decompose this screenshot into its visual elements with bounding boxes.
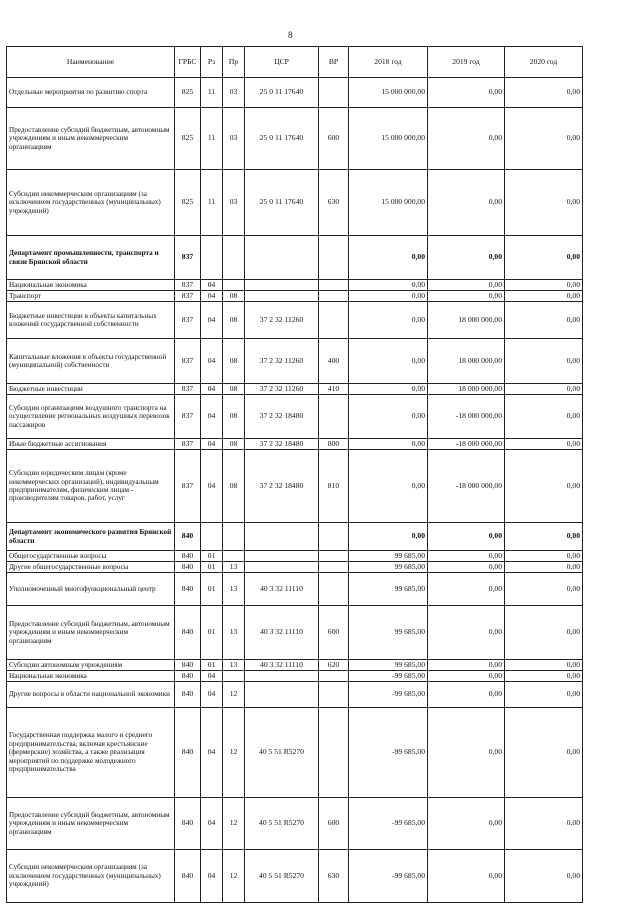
cell-y2020: 0,00 [505,708,583,798]
cell-csr: 37 2 32 18480 [245,439,319,450]
cell-csr: 25 0 11 17640 [245,78,319,108]
table-row [7,562,583,573]
cell-vr [319,291,349,302]
cell-csr [245,523,319,551]
cell-pr: 03 [223,170,245,236]
header-2019: 2019 год [428,47,505,78]
cell-y2020: 0,00 [505,439,583,450]
cell-rz: 04 [201,339,223,384]
cell-pr: 12 [223,798,245,850]
cell-pr [223,236,245,280]
table-row [7,523,583,551]
header-grbs: ГРБС [175,47,201,78]
cell-grbs: 837 [175,280,201,291]
header-pr: Пр [223,47,245,78]
cell-y2018: 99 685,00 [349,551,428,562]
cell-vr: 630 [319,170,349,236]
cell-grbs: 840 [175,562,201,573]
cell-vr [319,236,349,280]
cell-vr [319,78,349,108]
cell-y2019: 0,00 [428,291,505,302]
cell-y2018: 0,00 [349,236,428,280]
cell-csr: 37 2 32 11260 [245,302,319,339]
cell-y2020: 0,00 [505,660,583,671]
cell-vr [319,573,349,606]
table-row [7,339,583,384]
cell-pr: 08 [223,384,245,395]
table-row [7,660,583,671]
cell-y2018: -99 685,00 [349,708,428,798]
cell-rz: 01 [201,606,223,660]
cell-csr: 37 2 32 18480 [245,395,319,439]
cell-grbs: 840 [175,682,201,708]
cell-pr: 08 [223,291,245,302]
cell-pr [223,551,245,562]
cell-y2020: 0,00 [505,384,583,395]
cell-y2020: 0,00 [505,302,583,339]
cell-y2020: 0,00 [505,395,583,439]
cell-vr [319,682,349,708]
cell-csr: 37 2 32 18480 [245,450,319,523]
table-row [7,798,583,850]
cell-csr [245,682,319,708]
cell-pr: 13 [223,606,245,660]
cell-vr [319,395,349,439]
cell-vr [319,551,349,562]
cell-vr [319,280,349,291]
cell-y2019: 0,00 [428,523,505,551]
cell-grbs: 837 [175,395,201,439]
cell-y2019: 0,00 [428,660,505,671]
cell-y2018: 0,00 [349,280,428,291]
cell-y2019: -18 000 000,00 [428,395,505,439]
cell-csr: 40 3 32 11110 [245,606,319,660]
cell-name: Предоставление субсидий бюджетным, автономным учреждениям и иным некоммерческим организациям [7,108,175,170]
cell-rz: 11 [201,170,223,236]
cell-vr [319,302,349,339]
cell-y2018: 99 685,00 [349,660,428,671]
cell-y2020: 0,00 [505,78,583,108]
cell-pr [223,523,245,551]
cell-csr: 40 5 51 R5270 [245,798,319,850]
cell-csr: 25 0 11 17640 [245,170,319,236]
table-row [7,573,583,606]
cell-y2018: -99 685,00 [349,798,428,850]
cell-vr [319,671,349,682]
cell-name: Транспорт [7,291,175,302]
table-row [7,291,583,302]
cell-grbs: 840 [175,798,201,850]
cell-y2018: 99 685,00 [349,573,428,606]
cell-y2018: 99 685,00 [349,562,428,573]
cell-y2020: 0,00 [505,682,583,708]
cell-name: Другие общегосударственные вопросы [7,562,175,573]
header-rz: Рз [201,47,223,78]
cell-pr: 12 [223,708,245,798]
cell-name: Иные бюджетные ассигнования [7,439,175,450]
cell-y2020: 0,00 [505,236,583,280]
table-row [7,78,583,108]
cell-pr: 13 [223,562,245,573]
cell-y2019: 0,00 [428,562,505,573]
cell-name: Департамент промышленности, транспорта и связи Брянской области [7,236,175,280]
cell-name: Субсидии некоммерческим организациям (за исключением государственных (муниципальных) учреждений) [7,850,175,903]
cell-rz: 11 [201,78,223,108]
cell-y2019: -18 000 000,00 [428,439,505,450]
cell-vr: 620 [319,660,349,671]
header-2018: 2018 год [349,47,428,78]
table-row [7,395,583,439]
cell-csr: 40 5 51 R5270 [245,708,319,798]
cell-name: Департамент экономического развития Брянской области [7,523,175,551]
cell-pr: 08 [223,450,245,523]
cell-y2019: 0,00 [428,708,505,798]
cell-vr: 600 [319,108,349,170]
cell-csr: 25 0 11 17640 [245,108,319,170]
cell-rz: 04 [201,850,223,903]
cell-rz: 04 [201,291,223,302]
cell-y2018: -99 685,00 [349,671,428,682]
cell-csr [245,236,319,280]
cell-rz: 04 [201,439,223,450]
cell-y2018: 99 685,00 [349,606,428,660]
cell-grbs: 837 [175,450,201,523]
cell-name: Бюджетные инвестиции в объекты капитальных вложений государственной собственности [7,302,175,339]
table-row [7,170,583,236]
cell-grbs: 840 [175,606,201,660]
cell-grbs: 840 [175,671,201,682]
cell-name: Национальная экономика [7,671,175,682]
table-row [7,671,583,682]
cell-name: Национальная экономика [7,280,175,291]
header-csr: ЦСР [245,47,319,78]
cell-y2020: 0,00 [505,551,583,562]
cell-pr: 08 [223,302,245,339]
table-row [7,708,583,798]
table-row [7,236,583,280]
cell-vr [319,562,349,573]
cell-y2018: 15 000 000,00 [349,170,428,236]
cell-csr [245,551,319,562]
cell-name: Уполномоченный многофункциональный центр [7,573,175,606]
cell-y2020: 0,00 [505,606,583,660]
cell-y2018: 0,00 [349,523,428,551]
cell-y2019: 0,00 [428,682,505,708]
cell-rz: 01 [201,573,223,606]
cell-name: Отдельные мероприятия по развитию спорта [7,78,175,108]
cell-pr: 08 [223,439,245,450]
cell-grbs: 840 [175,660,201,671]
cell-csr: 40 3 32 11110 [245,573,319,606]
cell-pr: 13 [223,573,245,606]
cell-y2019: 0,00 [428,671,505,682]
cell-y2019: 0,00 [428,551,505,562]
budget-table [6,46,583,903]
cell-name: Субсидии организациям воздушного транспорта на осуществление региональных воздушных перевозок пассажиров [7,395,175,439]
cell-y2020: 0,00 [505,170,583,236]
cell-name: Субсидии автономным учреждениям [7,660,175,671]
cell-grbs: 837 [175,339,201,384]
table-row [7,108,583,170]
cell-pr [223,671,245,682]
cell-csr: 37 2 32 11260 [245,339,319,384]
cell-y2020: 0,00 [505,562,583,573]
cell-y2020: 0,00 [505,339,583,384]
cell-grbs: 840 [175,523,201,551]
cell-y2019: 0,00 [428,78,505,108]
cell-y2018: 0,00 [349,291,428,302]
cell-vr: 630 [319,850,349,903]
cell-y2019: 18 000 000,00 [428,302,505,339]
table-row [7,450,583,523]
cell-csr [245,562,319,573]
cell-y2018: 0,00 [349,450,428,523]
cell-y2018: 0,00 [349,339,428,384]
cell-y2019: 0,00 [428,108,505,170]
cell-rz: 04 [201,798,223,850]
cell-y2018: -99 685,00 [349,682,428,708]
cell-y2019: 0,00 [428,573,505,606]
cell-rz: 01 [201,660,223,671]
table-row [7,606,583,660]
header-vr: ВР [319,47,349,78]
cell-y2020: 0,00 [505,291,583,302]
cell-name: Предоставление субсидий бюджетным, автономным учреждениям и иным некоммерческим организациям [7,798,175,850]
cell-pr: 13 [223,660,245,671]
cell-name: Бюджетные инвестиции [7,384,175,395]
cell-csr [245,280,319,291]
cell-name: Субсидии некоммерческим организациям (за исключением государственных (муниципальных) учреждений) [7,170,175,236]
cell-pr: 03 [223,78,245,108]
cell-grbs: 837 [175,384,201,395]
cell-pr [223,280,245,291]
cell-rz: 11 [201,108,223,170]
cell-grbs: 840 [175,551,201,562]
cell-y2018: 0,00 [349,439,428,450]
cell-y2019: -18 000 000,00 [428,450,505,523]
cell-y2019: 0,00 [428,236,505,280]
cell-vr [319,523,349,551]
cell-name: Общегосударственные вопросы [7,551,175,562]
cell-grbs: 840 [175,708,201,798]
cell-y2018: 0,00 [349,395,428,439]
page-number: 8 [288,30,293,40]
cell-y2019: 18 000 000,00 [428,339,505,384]
cell-grbs: 825 [175,170,201,236]
cell-rz: 01 [201,551,223,562]
cell-y2020: 0,00 [505,108,583,170]
cell-rz: 04 [201,682,223,708]
header-2020: 2020 год [505,47,583,78]
cell-name: Другие вопросы в области национальной экономики [7,682,175,708]
cell-rz: 04 [201,450,223,523]
cell-y2020: 0,00 [505,573,583,606]
cell-grbs: 837 [175,439,201,450]
cell-rz: 04 [201,384,223,395]
cell-y2019: 0,00 [428,280,505,291]
cell-pr: 12 [223,682,245,708]
header-name: Наименование [7,47,175,78]
cell-y2020: 0,00 [505,798,583,850]
cell-pr: 03 [223,108,245,170]
cell-pr: 12 [223,850,245,903]
cell-vr: 600 [319,798,349,850]
table-header-row [7,47,583,78]
cell-name: Государственная поддержка малого и среднего предпринимательства, включая крестьянские (фермерские) хозяйства, а также реализация мероприятий по поддержке молодежного предпринимательства [7,708,175,798]
cell-csr: 40 3 32 11110 [245,660,319,671]
cell-rz: 04 [201,708,223,798]
cell-vr [319,708,349,798]
cell-pr: 08 [223,395,245,439]
table-row [7,551,583,562]
cell-y2019: 18 000 000,00 [428,384,505,395]
cell-vr: 410 [319,384,349,395]
table-row [7,439,583,450]
cell-y2019: 0,00 [428,798,505,850]
cell-y2019: 0,00 [428,606,505,660]
cell-y2020: 0,00 [505,280,583,291]
table-row [7,682,583,708]
cell-name: Капитальные вложения в объекты государственной (муниципальной) собственности [7,339,175,384]
cell-y2018: 15 000 000,00 [349,78,428,108]
cell-y2019: 0,00 [428,850,505,903]
cell-pr: 08 [223,339,245,384]
cell-grbs: 837 [175,291,201,302]
cell-rz [201,236,223,280]
cell-rz: 04 [201,671,223,682]
cell-y2018: 0,00 [349,302,428,339]
cell-y2018: 15 000 000,00 [349,108,428,170]
cell-csr: 40 5 51 R5270 [245,850,319,903]
cell-vr: 600 [319,606,349,660]
cell-csr [245,671,319,682]
cell-rz: 01 [201,562,223,573]
cell-rz: 04 [201,280,223,291]
cell-y2018: 0,00 [349,384,428,395]
cell-name: Субсидии юридическим лицам (кроме некоммерческих организаций), индивидуальным предпринимателям, физическим лицам - производителям товаров, работ, услуг [7,450,175,523]
cell-csr: 37 2 32 11260 [245,384,319,395]
cell-rz [201,523,223,551]
cell-grbs: 840 [175,850,201,903]
table-row [7,850,583,903]
cell-y2020: 0,00 [505,671,583,682]
cell-grbs: 840 [175,573,201,606]
cell-rz: 04 [201,302,223,339]
cell-csr [245,291,319,302]
cell-vr: 810 [319,450,349,523]
table-row [7,280,583,291]
cell-grbs: 825 [175,78,201,108]
table-row [7,384,583,395]
cell-grbs: 825 [175,108,201,170]
cell-name: Предоставление субсидий бюджетным, автономным учреждениям и иным некоммерческим организациям [7,606,175,660]
cell-y2020: 0,00 [505,450,583,523]
cell-y2020: 0,00 [505,850,583,903]
cell-grbs: 837 [175,302,201,339]
cell-rz: 04 [201,395,223,439]
cell-y2018: -99 685,00 [349,850,428,903]
cell-vr: 400 [319,339,349,384]
cell-vr: 800 [319,439,349,450]
cell-y2019: 0,00 [428,170,505,236]
table-row [7,302,583,339]
cell-grbs: 837 [175,236,201,280]
cell-y2020: 0,00 [505,523,583,551]
